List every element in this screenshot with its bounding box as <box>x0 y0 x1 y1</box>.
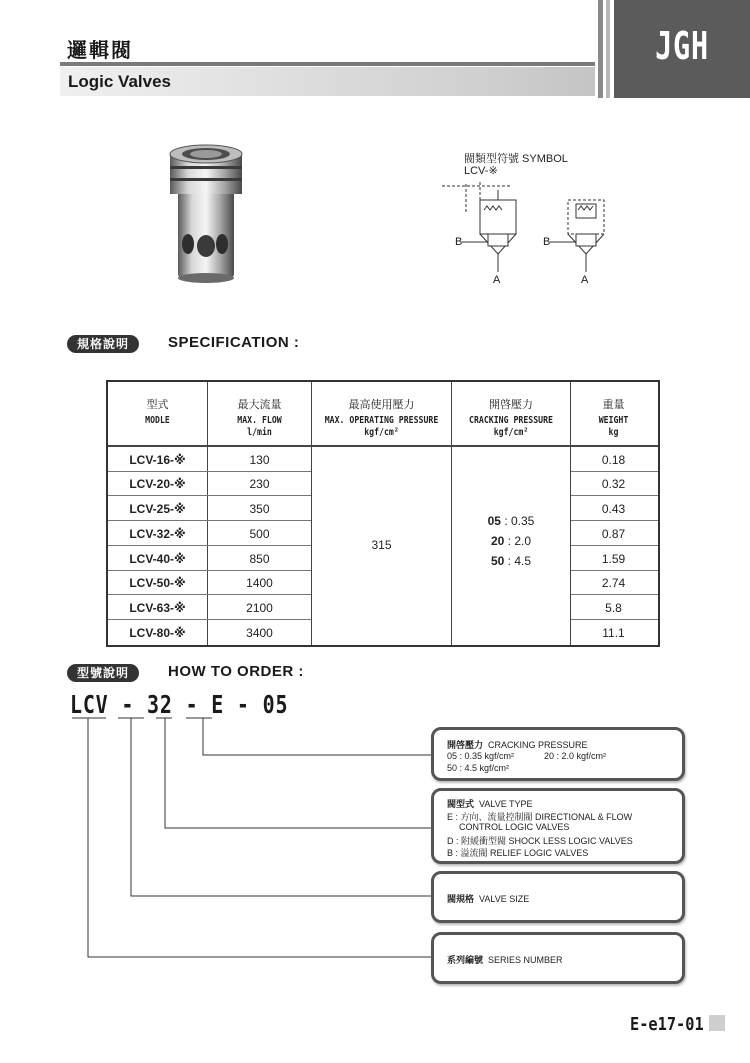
cell-model: LCV-40-※ <box>129 552 186 566</box>
cell-model: LCV-16-※ <box>129 453 186 467</box>
cell-operating-pressure: 315 <box>371 538 392 552</box>
cell-model: LCV-63-※ <box>129 601 186 615</box>
page-title-cn: 邏輯閥 <box>67 40 133 62</box>
symbol-title: 閥類型符號 SYMBOL <box>464 153 568 165</box>
symbol-port-a-right: A <box>581 274 589 286</box>
box-cracking-05: 05 : 0.35 kgf/cm² <box>447 751 515 761</box>
box-size-title: 閥規格 VALVE SIZE <box>447 894 530 904</box>
box-valve-size <box>431 871 685 923</box>
box-cracking-title: 開啓壓力 CRACKING PRESSURE <box>447 740 588 750</box>
cell-weight: 11.1 <box>602 626 625 640</box>
box-type-b: B : 溢流閥 RELIEF LOGIC VALVES <box>447 848 589 858</box>
th-model-cn: 型式 <box>146 399 169 411</box>
cell-cracking-50: 50 : 4.5 <box>490 554 532 568</box>
symbol-port-b-left: B <box>455 236 463 248</box>
box-series-number <box>431 932 685 984</box>
th-cracking-unit: kgf/cm² <box>493 427 529 438</box>
cell-weight: 2.74 <box>601 576 626 590</box>
cell-model: LCV-80-※ <box>129 626 186 640</box>
th-flow-cn: 最大流量 <box>237 399 282 411</box>
cell-model: LCV-20-※ <box>129 477 186 491</box>
cell-model: LCV-32-※ <box>129 527 186 541</box>
box-cracking-50: 50 : 4.5 kgf/cm² <box>447 763 510 773</box>
cell-cracking-20: 20 : 2.0 <box>490 534 532 548</box>
cell-weight: 0.18 <box>601 453 626 467</box>
cell-flow: 850 <box>249 552 270 566</box>
order-title: HOW TO ORDER : <box>168 663 304 680</box>
th-cracking-cn: 開啓壓力 <box>489 399 533 411</box>
spec-pill: 規格說明 <box>67 335 139 353</box>
box-type-e-cont: CONTROL LOGIC VALVES <box>459 822 570 832</box>
cell-flow: 350 <box>249 502 270 516</box>
symbol-model: LCV-※ <box>464 165 498 177</box>
th-pressure-unit: kgf/cm² <box>364 427 399 438</box>
th-weight-cn: 重量 <box>602 399 625 411</box>
symbol-port-b-right: B <box>543 236 551 248</box>
cell-cracking-05: 05 : 0.35 <box>487 514 535 528</box>
page-number: E-e17-01 <box>630 1014 704 1035</box>
page-title-en: Logic Valves <box>68 72 171 91</box>
th-model-en: MODLE <box>145 415 170 426</box>
th-flow-unit: l/min <box>247 427 272 438</box>
symbol-port-a-left: A <box>493 274 501 286</box>
box-type-e: E : 方向、流量控制閥 DIRECTIONAL & FLOW <box>447 812 633 822</box>
cell-weight: 0.43 <box>601 502 626 516</box>
cell-flow: 230 <box>249 477 270 491</box>
box-cracking-pressure <box>431 727 685 781</box>
th-cracking-en: CRACKING PRESSURE <box>469 415 553 426</box>
brand-logo: JGH <box>655 24 709 68</box>
cell-model: LCV-50-※ <box>129 576 186 590</box>
th-pressure-en: MAX. OPERATING PRESSURE <box>324 415 439 426</box>
th-pressure-cn: 最高使用壓力 <box>348 399 415 411</box>
order-pill: 型號說明 <box>67 664 139 682</box>
cell-weight: 0.32 <box>601 477 626 491</box>
order-code: LCV - 32 - E - 05 <box>70 690 289 719</box>
cell-model: LCV-25-※ <box>129 502 186 516</box>
cell-flow: 1400 <box>246 576 273 590</box>
cell-flow: 500 <box>249 527 270 541</box>
box-type-d: D : 附緩衝型閥 SHOCK LESS LOGIC VALVES <box>447 836 633 846</box>
th-weight-en: WEIGHT <box>598 415 629 426</box>
page-number-marker <box>709 1015 725 1031</box>
box-valve-type <box>431 788 685 864</box>
cell-weight: 5.8 <box>605 601 622 615</box>
th-flow-en: MAX. FLOW <box>237 415 282 426</box>
cell-flow: 2100 <box>246 601 273 615</box>
th-weight-unit: kg <box>608 427 619 438</box>
cell-flow: 130 <box>249 453 270 467</box>
box-cracking-20: 20 : 2.0 kgf/cm² <box>544 751 607 761</box>
cell-flow: 3400 <box>246 626 273 640</box>
spec-title: SPECIFICATION : <box>168 334 300 351</box>
box-series-title: 系列編號 SERIES NUMBER <box>447 955 563 965</box>
box-type-title: 閥型式 VALVE TYPE <box>447 799 533 809</box>
cell-weight: 0.87 <box>601 527 626 541</box>
cell-weight: 1.59 <box>601 552 626 566</box>
